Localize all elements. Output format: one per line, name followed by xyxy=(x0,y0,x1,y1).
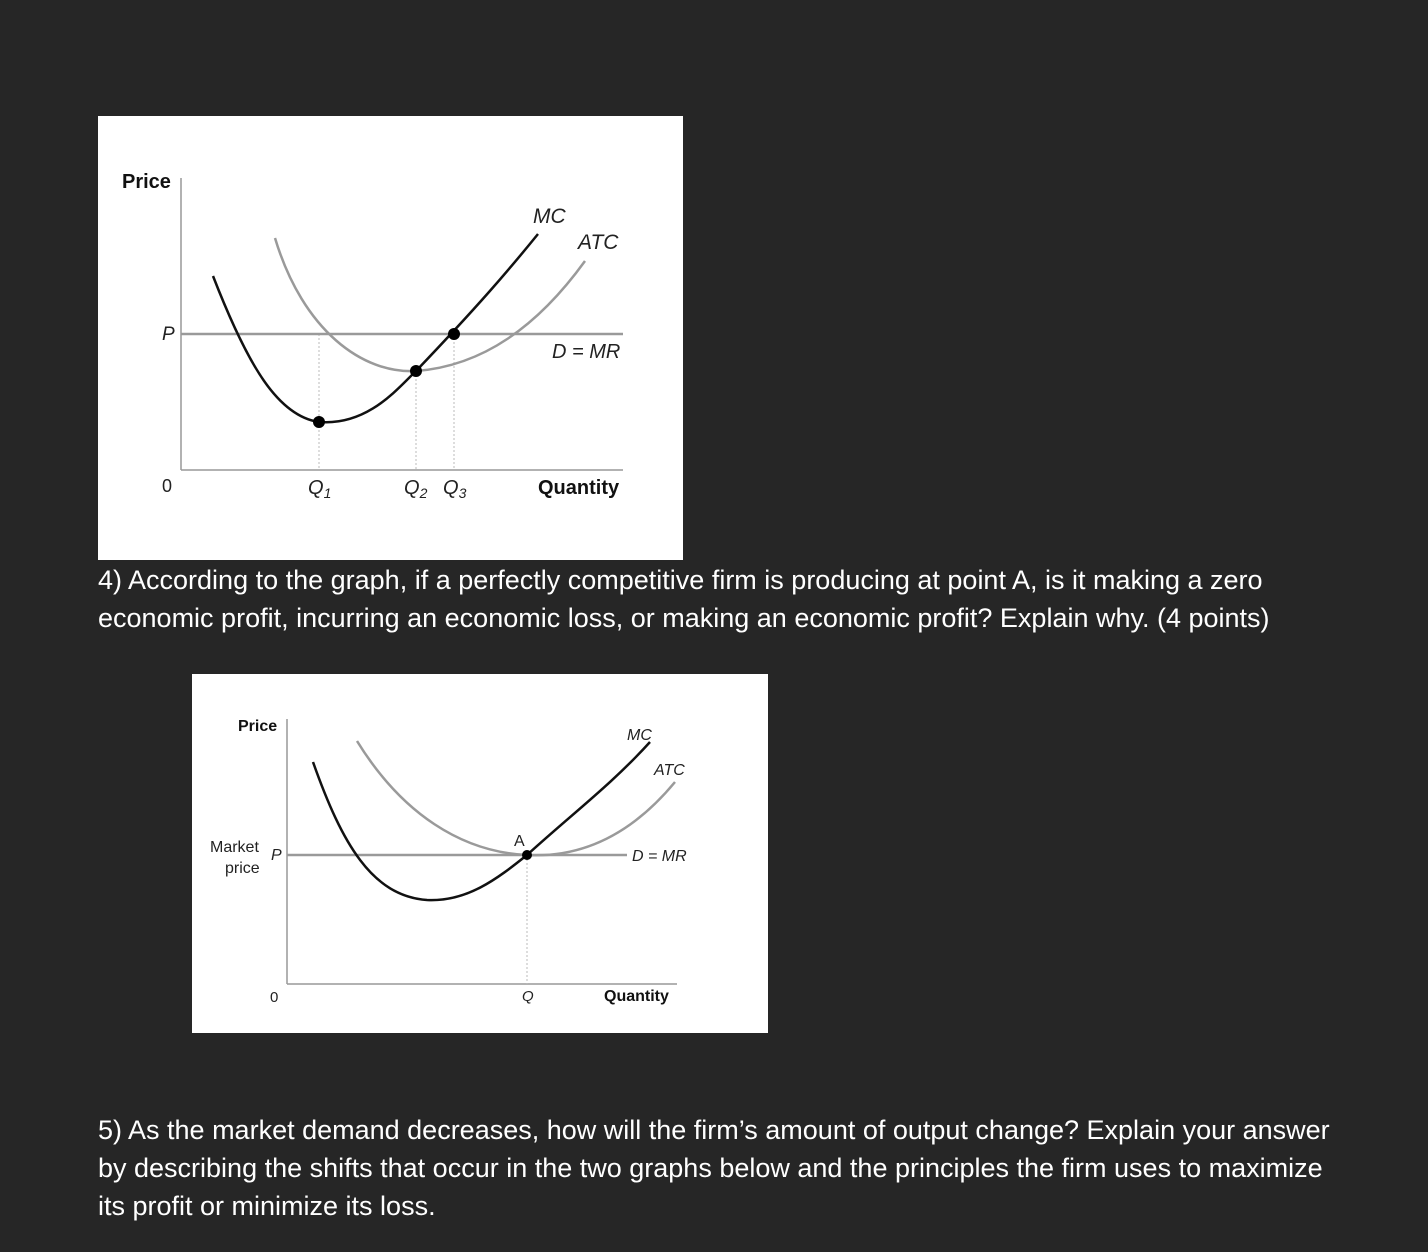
demand-mr-label: D = MR xyxy=(552,341,621,363)
price-p-label: P xyxy=(162,324,175,345)
q-label: Q xyxy=(522,988,534,1005)
x-axis-label: Quantity xyxy=(538,477,620,499)
cost-curves-figure-1 xyxy=(98,116,683,560)
point-a-label: A xyxy=(514,833,525,850)
question-4-text: 4) According to the graph, if a perfectly competitive firm is producing at point A, is it making a zero economic profit, incurring an economic loss, or making an economic profit? Explain why. (4 points) xyxy=(98,565,1270,633)
mc-curve xyxy=(213,234,538,422)
q1-point xyxy=(313,416,325,428)
figure-1-svg xyxy=(98,116,683,560)
origin-label: 0 xyxy=(162,476,173,496)
y-axis-label: Price xyxy=(238,718,278,735)
point-a xyxy=(522,850,532,860)
atc-label: ATC xyxy=(654,762,685,779)
demand-mr-label: D = MR xyxy=(632,848,687,865)
atc-curve xyxy=(275,238,585,371)
q2-label: $Q_2$ xyxy=(404,477,428,501)
q2-point xyxy=(410,365,422,377)
price-p-label: P xyxy=(271,847,282,864)
q3-point xyxy=(448,328,460,340)
figure-2-svg xyxy=(192,674,768,1033)
cost-curves-figure-2 xyxy=(192,674,768,1033)
mc-curve xyxy=(313,742,650,900)
market-price-label-line1: Market xyxy=(210,839,259,856)
y-axis-label: Price xyxy=(122,171,171,193)
x-axis-label: Quantity xyxy=(604,988,669,1005)
question-5-text: 5) As the market demand decreases, how will the firm’s amount of output change? Explain your answer by describing the shifts that occur in the two graphs below and the principles the firm uses to maximize its profit or minimize its loss. xyxy=(98,1115,1330,1221)
mc-label: MC xyxy=(533,205,566,228)
q3-label: $Q_3$ xyxy=(443,477,467,501)
atc-label: ATC xyxy=(578,231,619,254)
q1-label: $Q_1$ xyxy=(308,477,332,501)
market-price-label-line2: price xyxy=(225,860,260,877)
origin-label: 0 xyxy=(270,989,279,1006)
mc-label: MC xyxy=(627,727,652,744)
